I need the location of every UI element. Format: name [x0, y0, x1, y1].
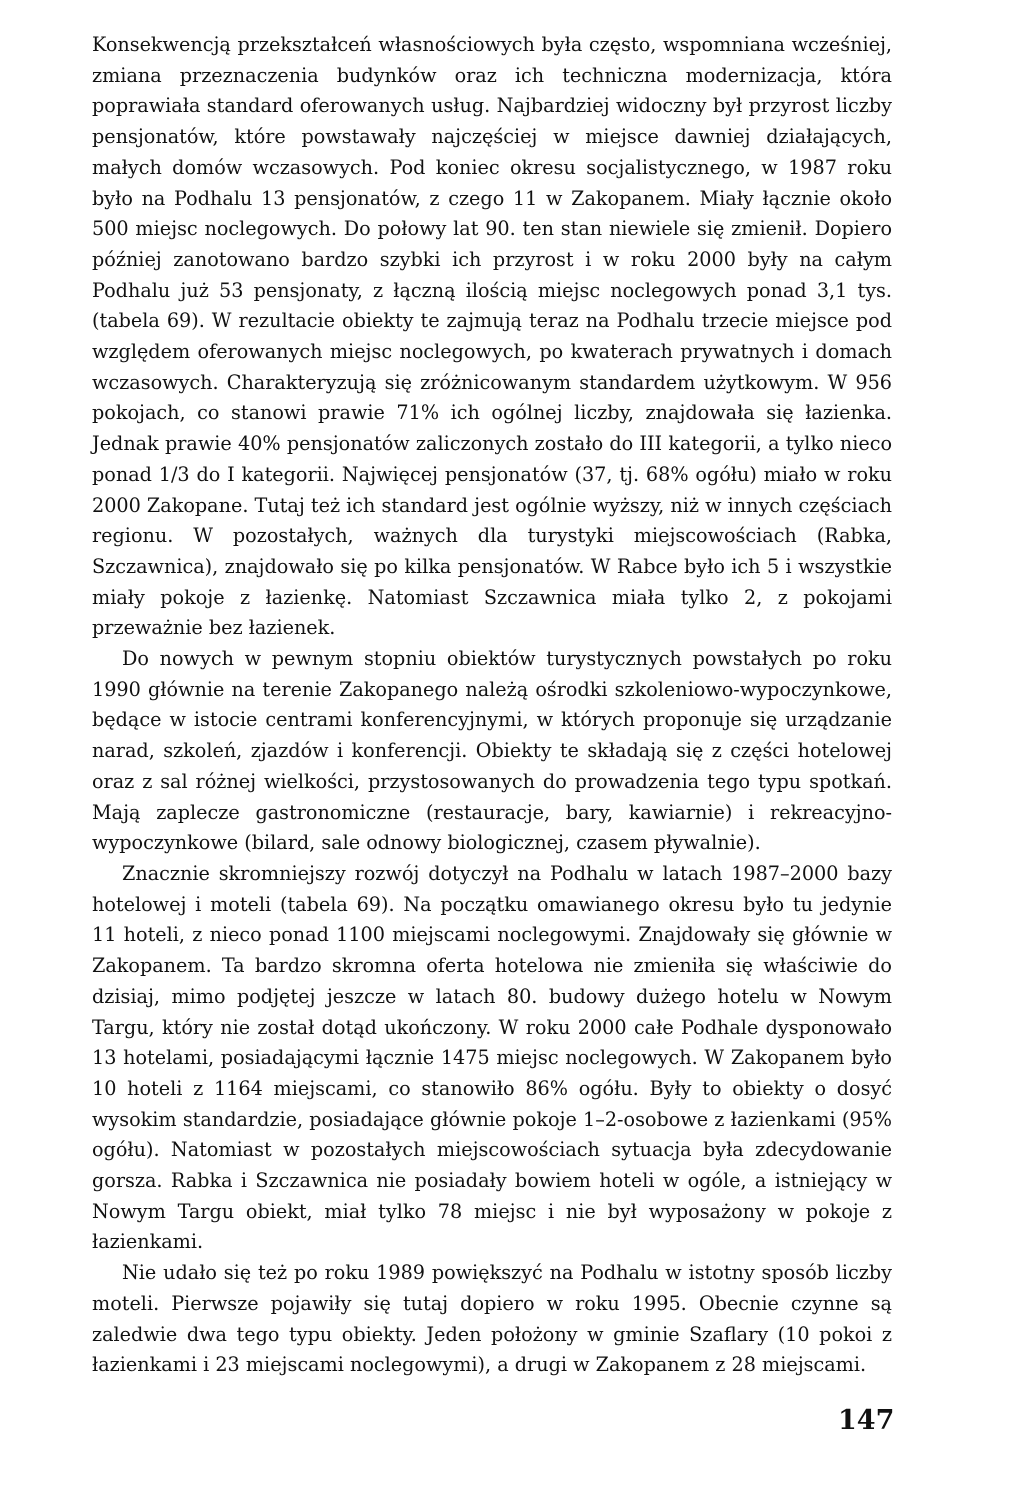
paragraph-motele: Nie udało się też po roku 1989 powiększyć na Podhalu w istotny sposób liczby moteli. Pierwsze pojawiły się tutaj dopiero w roku 1995. Obecnie czynne są zaledwie dwa tego typu obiekty. Jeden położony w gminie Szaflary (10 pokoi z łazienkami i 23 miejscami noclegowymi), a drugi w Zakopanem z 28 miejscami.: [92, 1261, 892, 1377]
body-text: [92, 30, 892, 1381]
paragraph-pensjonaty: Konsekwencją przekształceń własnościowych była często, wspomniana wcześniej, zmiana przeznaczenia budynków oraz ich techniczna modernizacja, która poprawiała standard oferowanych usług. Najbardziej widoczny był przyrost liczby pensjonatów, które powstawały najczęściej w miejsce dawniej działających, małych domów wczasowych. Pod koniec okresu socjalistycznego, w 1987 roku było na Podhalu 13 pensjonatów, z czego 11 w Zakopanem. Miały łącznie około 500 miejsc noclegowych. Do połowy lat 90. ten stan niewiele się zmienił. Dopiero później zanotowano bardzo szybki ich przyrost i w roku 2000 były na całym Podhalu już 53 pensjonaty, z łączną ilością miejsc noclegowych ponad 3,1 tys. (tabela 69). W rezultacie obiekty te zajmują teraz na Podhalu trzecie miejsce pod względem oferowanych miejsc noclegowych, po kwaterach prywatnych i domach wczasowych. Charakteryzują się zróżnicowanym standardem użytkowym. W 956 pokojach, co stanowi prawie 71% ich ogólnej liczby, znajdowała się łazienka. Jednak prawie 40% pensjonatów zaliczonych zostało do III kategorii, a tylko nieco ponad 1/3 do I kategorii. Najwięcej pensjonatów (37, tj. 68% ogółu) miało w roku 2000 Zakopane. Tutaj też ich standard jest ogólnie wyższy, niż w innych częściach regionu. W pozostałych, ważnych dla turystyki miejscowościach (Rabka, Szczawnica), znajdowało się po kilka pensjonatów. W Rabce było ich 5 i wszystkie miały pokoje z łazienkę. Natomiast Szczawnica miała tylko 2, z pokojami przeważnie bez łazienek.: [92, 33, 892, 640]
paragraph-hotele: Znacznie skromniejszy rozwój dotyczył na Podhalu w latach 1987–2000 bazy hotelowej i moteli (tabela 69). Na początku omawianego okresu było tu jedynie 11 hoteli, z nieco ponad 1100 miejscami noclegowymi. Znajdowały się głównie w Zakopanem. Ta bardzo skromna oferta hotelowa nie zmieniła się właściwie do dzisiaj, mimo podjętej jeszcze w latach 80. budowy dużego hotelu w Nowym Targu, który nie został dotąd ukończony. W roku 2000 całe Podhale dysponowało 13 hotelami, posiadającymi łącznie 1475 miejsc noclegowych. W Zakopanem było 10 hoteli z 1164 miejscami, co stanowiło 86% ogółu. Były to obiekty o dosyć wysokim standardzie, posiadające głównie pokoje 1–2-osobowe z łazienkami (95% ogółu). Natomiast w pozostałych miejscowościach sytuacja była zdecydowanie gorsza. Rabka i Szczawnica nie posiadały bowiem hoteli w ogóle, a istniejący w Nowym Targu obiekt, miał tylko 78 miejsc i nie był wyposażony w pokoje z łazienkami.: [92, 861, 892, 1254]
paragraph-osrodki-szkoleniowe: Do nowych w pewnym stopniu obiektów turystycznych powstałych po roku 1990 głównie na terenie Zakopanego należą ośrodki szkoleniowo-wypoczynkowe, będące w istocie centrami konferencyjnymi, w których proponuje się urządzanie narad, szkoleń, zjazdów i konferencji. Obiekty te składają się z części hotelowej oraz z sal różnej wielkości, przystosowanych do prowadzenia tego typu spotkań. Mają zaplecze gastronomiczne (restauracje, bary, kawiarnie) i rekreacyjno-wypoczynkowe (bilard, sale odnowy biologicznej, czasem pływalnie).: [92, 647, 892, 855]
page-number: 147: [838, 1405, 895, 1436]
